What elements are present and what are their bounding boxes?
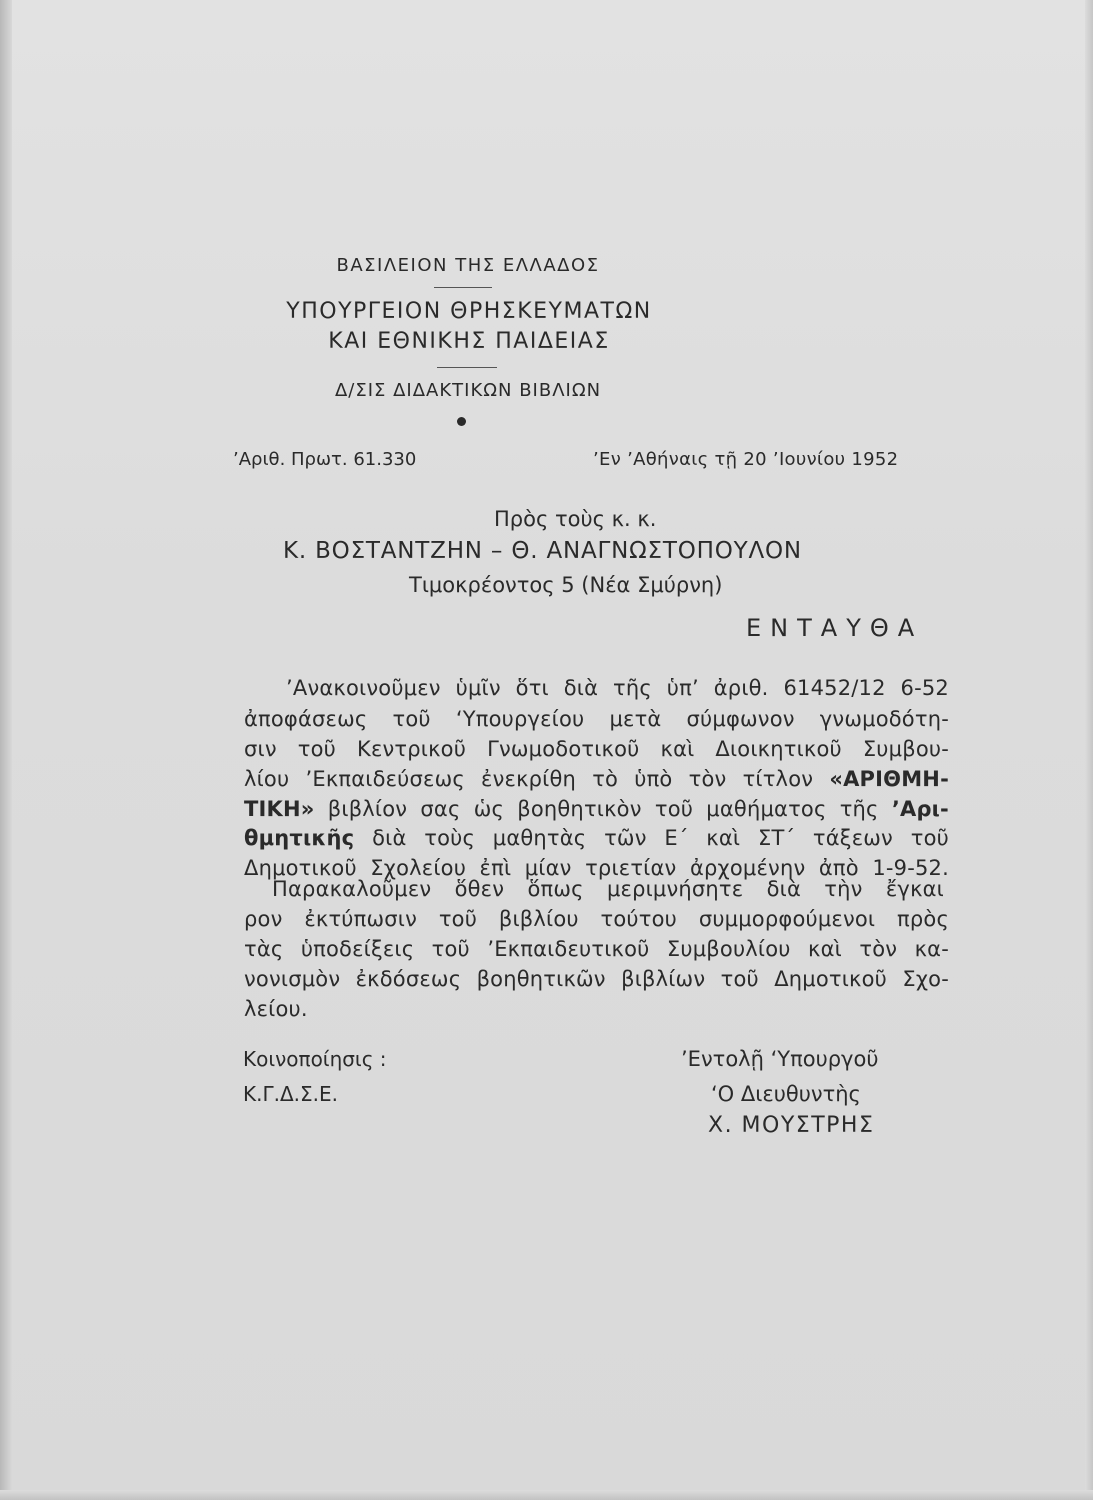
page-edge-bottom <box>0 1490 1093 1500</box>
body-line: σιν τοῦ Κεντρικοῦ Γνωμοδοτικοῦ καὶ Διοικητικοῦ Συμβου- <box>244 737 949 761</box>
body-line <box>244 826 949 850</box>
division-heading: Δ/ΣΙΣ ΔΙΔΑΚΤΙΚΩΝ ΒΙΒΛΙΩΝ <box>334 380 602 401</box>
letterhead-divider-1 <box>434 287 492 288</box>
page-edge-left <box>0 0 12 1500</box>
recipient-address: Τιμοκρέοντος 5 (Νέα Σμύρνη) <box>409 573 723 597</box>
body-text-segment: διὰ τοὺς μαθητὰς τῶν Ε΄ καὶ ΣΤ΄ τάξεων τοῦ <box>372 826 949 850</box>
subject-text: θμητικῆς <box>244 826 355 850</box>
letterhead-divider-2 <box>437 367 497 368</box>
recipient-names: Κ. ΒΟΣΤΑΝΤΖΗΝ – Θ. ΑΝΑΓΝΩΣΤΟΠΟΥΛΟΝ <box>283 538 802 564</box>
cc-label: Κοινοποίησις : <box>243 1047 387 1071</box>
subject-text: ’Αρι- <box>891 797 949 821</box>
body-line: ’Ανακοινοῦμεν ὑμῖν ὅτι διὰ τῆς ὑπ’ ἀριθ. 61452/12 6-52 <box>286 676 949 700</box>
book-title-text: ΤΙΚΗ» <box>244 797 315 821</box>
place-date: ’Εν ’Αθήναις τῇ 20 ’Ιουνίου 1952 <box>593 449 899 470</box>
body-line: ρον ἐκτύπωσιν τοῦ βιβλίου τούτου συμμορφούμενοι πρὸς <box>244 907 949 931</box>
signature-title-line: ‘Ο Διευθυντὴς <box>711 1082 861 1106</box>
body-line: λείου. <box>244 997 308 1021</box>
body-line: Παρακαλοῦμεν ὅθεν ὅπως μεριμνήσητε διὰ τὴν ἔγκαι <box>272 877 944 901</box>
body-line <box>244 767 949 791</box>
body-text-segment: βιβλίον σας ὡς βοηθητικὸν τοῦ μαθήματος τῆς <box>327 797 879 821</box>
signatory-name: Χ. ΜΟΥΣΤΡΗΣ <box>708 1113 875 1138</box>
page-edge-right <box>1085 0 1093 1500</box>
body-text-segment: λίου ’Εκπαιδεύσεως ἐνεκρίθη τὸ ὑπὸ τὸν τίτλον <box>244 767 814 791</box>
body-line: τὰς ὑποδείξεις τοῦ ’Εκπαιδευτικοῦ Συμβουλίου καὶ τὸν κα- <box>244 937 949 961</box>
protocol-number: ’Αριθ. Πρωτ. 61.330 <box>233 449 417 470</box>
book-title-text: «ΑΡΙΘΜΗ- <box>829 767 949 791</box>
recipient-salutation: Πρὸς τοὺς κ. κ. <box>494 507 657 531</box>
ministry-heading-line1: ΥΠΟΥΡΓΕΙΟΝ ΘΡΗΣΚΕΥΜΑΤΩΝ <box>286 299 652 324</box>
cc-recipient: Κ.Γ.Δ.Σ.Ε. <box>243 1082 338 1106</box>
kingdom-heading: ΒΑΣΙΛΕΙΟΝ ΤΗΣ ΕΛΛΑΔΟΣ <box>336 255 600 276</box>
body-line: Δημοτικοῦ Σχολείου ἐπὶ μίαν τριετίαν ἀρχομένην ἀπὸ 1-9-52. <box>244 856 949 880</box>
ministry-heading-line2: ΚΑΙ ΕΘΝΙΚΗΣ ΠΑΙΔΕΙΑΣ <box>328 329 610 354</box>
body-line: ἀποφάσεως τοῦ ‘Υπουργείου μετὰ σύμφωνον γνωμοδότη- <box>244 707 949 731</box>
ornament-dot-icon <box>457 417 466 426</box>
signature-order-line: ’Εντολῇ ‘Υπουργοῦ <box>681 1047 879 1071</box>
body-line <box>244 797 949 821</box>
recipient-locality: ΕΝΤΑΥΘΑ <box>746 614 924 642</box>
body-line: νονισμὸν ἐκδόσεως βοηθητικῶν βιβλίων τοῦ Δημοτικοῦ Σχο- <box>244 967 949 991</box>
